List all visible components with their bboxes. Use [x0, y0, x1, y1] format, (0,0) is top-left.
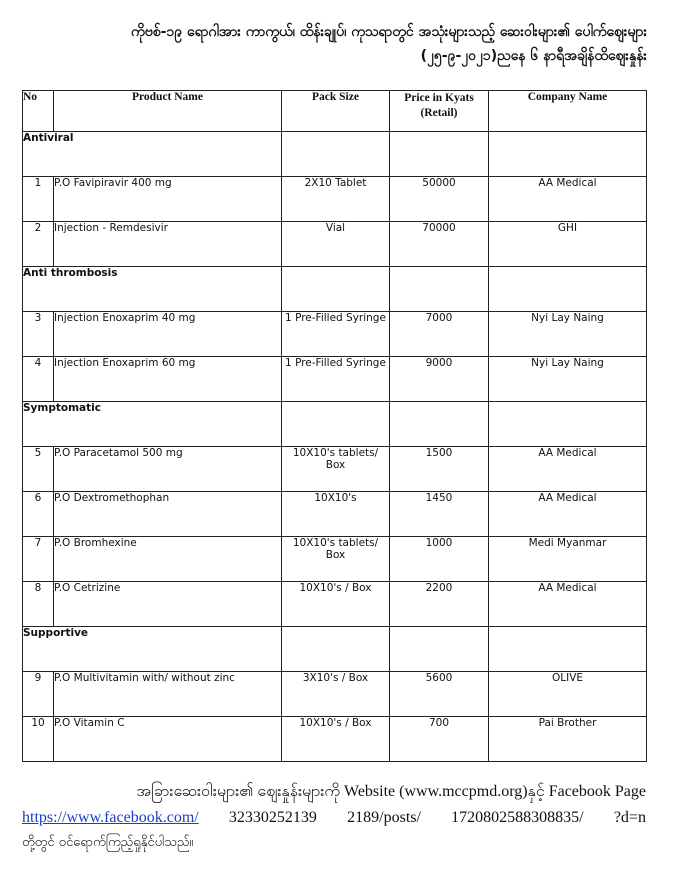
category-row: [23, 402, 647, 447]
product-name: P.O Vitamin C: [54, 717, 282, 762]
retail-price: 1450: [390, 492, 489, 537]
table-row: [23, 492, 647, 537]
empty-cell: [282, 627, 390, 672]
empty-cell: [489, 267, 647, 312]
column-header-pack-size: Pack Size: [282, 91, 390, 132]
product-name: Injection Enoxaprim 40 mg: [54, 312, 282, 357]
document-subtitle-date: (၂၅-၉-၂၀၂၁)ညနေ ၆ နာရီအချိန်ထိဈေးနှုန်း: [420, 48, 647, 64]
empty-cell: [390, 132, 489, 177]
table-body: [23, 132, 647, 762]
pack-size: 10X10's tablets/ Box: [282, 447, 390, 492]
company-name: AA Medical: [489, 582, 647, 627]
category-label: Symptomatic: [23, 402, 282, 447]
table-row: [23, 222, 647, 267]
product-name: Injection Enoxaprim 60 mg: [54, 357, 282, 402]
category-label: Supportive: [23, 627, 282, 672]
pack-size: 2X10 Tablet: [282, 177, 390, 222]
category-label: Antiviral: [23, 132, 282, 177]
pack-size: 10X10's tablets/ Box: [282, 537, 390, 582]
row-number: 6: [23, 492, 54, 537]
link-part: ?d=n: [613, 809, 646, 826]
empty-cell: [282, 402, 390, 447]
table-row: [23, 447, 647, 492]
company-name: Nyi Lay Naing: [489, 312, 647, 357]
column-header-no: No: [23, 91, 54, 132]
category-label: Anti thrombosis: [23, 267, 282, 312]
retail-price: 2200: [390, 582, 489, 627]
table-row: [23, 357, 647, 402]
empty-cell: [282, 132, 390, 177]
company-name: AA Medical: [489, 492, 647, 537]
footer-note-line3: တို့တွင် ဝင်ရောက်ကြည့်ရှုနိုင်ပါသည်။: [22, 835, 194, 850]
row-number: 2: [23, 222, 54, 267]
empty-cell: [390, 402, 489, 447]
company-name: GHI: [489, 222, 647, 267]
column-header-company-name: Company Name: [489, 91, 647, 132]
empty-cell: [390, 627, 489, 672]
retail-price: 7000: [390, 312, 489, 357]
product-name: P.O Bromhexine: [54, 537, 282, 582]
row-number: 5: [23, 447, 54, 492]
table-row: [23, 312, 647, 357]
pack-size: 1 Pre-Filled Syringe: [282, 357, 390, 402]
product-name: P.O Multivitamin with/ without zinc: [54, 672, 282, 717]
product-name: P.O Paracetamol 500 mg: [54, 447, 282, 492]
row-number: 3: [23, 312, 54, 357]
link-part: 2189/posts/: [347, 809, 421, 826]
empty-cell: [489, 627, 647, 672]
category-row: [23, 267, 647, 312]
pack-size: 10X10's: [282, 492, 390, 537]
company-name: Nyi Lay Naing: [489, 357, 647, 402]
row-number: 8: [23, 582, 54, 627]
retail-price: 9000: [390, 357, 489, 402]
company-name: AA Medical: [489, 447, 647, 492]
column-header-price: Price in Kyats (Retail): [390, 91, 489, 132]
footer-link-line: [22, 809, 646, 827]
empty-cell: [390, 267, 489, 312]
retail-price: 70000: [390, 222, 489, 267]
category-row: [23, 627, 647, 672]
row-number: 10: [23, 717, 54, 762]
product-name: P.O Cetrizine: [54, 582, 282, 627]
column-header-product-name: Product Name: [54, 91, 282, 132]
link-part: 32330252139: [228, 809, 317, 826]
retail-price: 1000: [390, 537, 489, 582]
company-name: AA Medical: [489, 177, 647, 222]
retail-price: 1500: [390, 447, 489, 492]
empty-cell: [489, 132, 647, 177]
retail-price: 700: [390, 717, 489, 762]
product-name: Injection - Remdesivir: [54, 222, 282, 267]
pack-size: 1 Pre-Filled Syringe: [282, 312, 390, 357]
document-title: ကိုဗစ်-၁၉ ရောဂါအား ကာကွယ်၊ ထိန်းချုပ်၊ ကုသရာတွင် အသုံးများသည့် ဆေးဝါးများ၏ ပေါက်ဈေးများ: [131, 24, 647, 40]
retail-price: 5600: [390, 672, 489, 717]
product-name: P.O Dextromethophan: [54, 492, 282, 537]
row-number: 4: [23, 357, 54, 402]
pack-size: 3X10's / Box: [282, 672, 390, 717]
company-name: Medi Myanmar: [489, 537, 647, 582]
pack-size: 10X10's / Box: [282, 717, 390, 762]
table-row: [23, 177, 647, 222]
empty-cell: [282, 267, 390, 312]
row-number: 7: [23, 537, 54, 582]
facebook-link[interactable]: https://www.facebook.com/: [22, 809, 199, 826]
pack-size: Vial: [282, 222, 390, 267]
pack-size: 10X10's / Box: [282, 582, 390, 627]
category-row: [23, 132, 647, 177]
footer-note-line1: အခြားဆေးဝါးများ၏ ဈေးနှုန်းများကို Website (www.mccpmd.org)နှင့် Facebook Page: [136, 783, 646, 800]
table-header-row: [23, 91, 647, 132]
table-row: [23, 717, 647, 762]
price-table: [22, 90, 647, 762]
link-part: 1720802588308835/: [451, 809, 584, 826]
row-number: 9: [23, 672, 54, 717]
table-row: [23, 582, 647, 627]
table-row: [23, 537, 647, 582]
table-row: [23, 672, 647, 717]
empty-cell: [489, 402, 647, 447]
retail-price: 50000: [390, 177, 489, 222]
row-number: 1: [23, 177, 54, 222]
company-name: OLIVE: [489, 672, 647, 717]
company-name: Pai Brother: [489, 717, 647, 762]
product-name: P.O Favipiravir 400 mg: [54, 177, 282, 222]
